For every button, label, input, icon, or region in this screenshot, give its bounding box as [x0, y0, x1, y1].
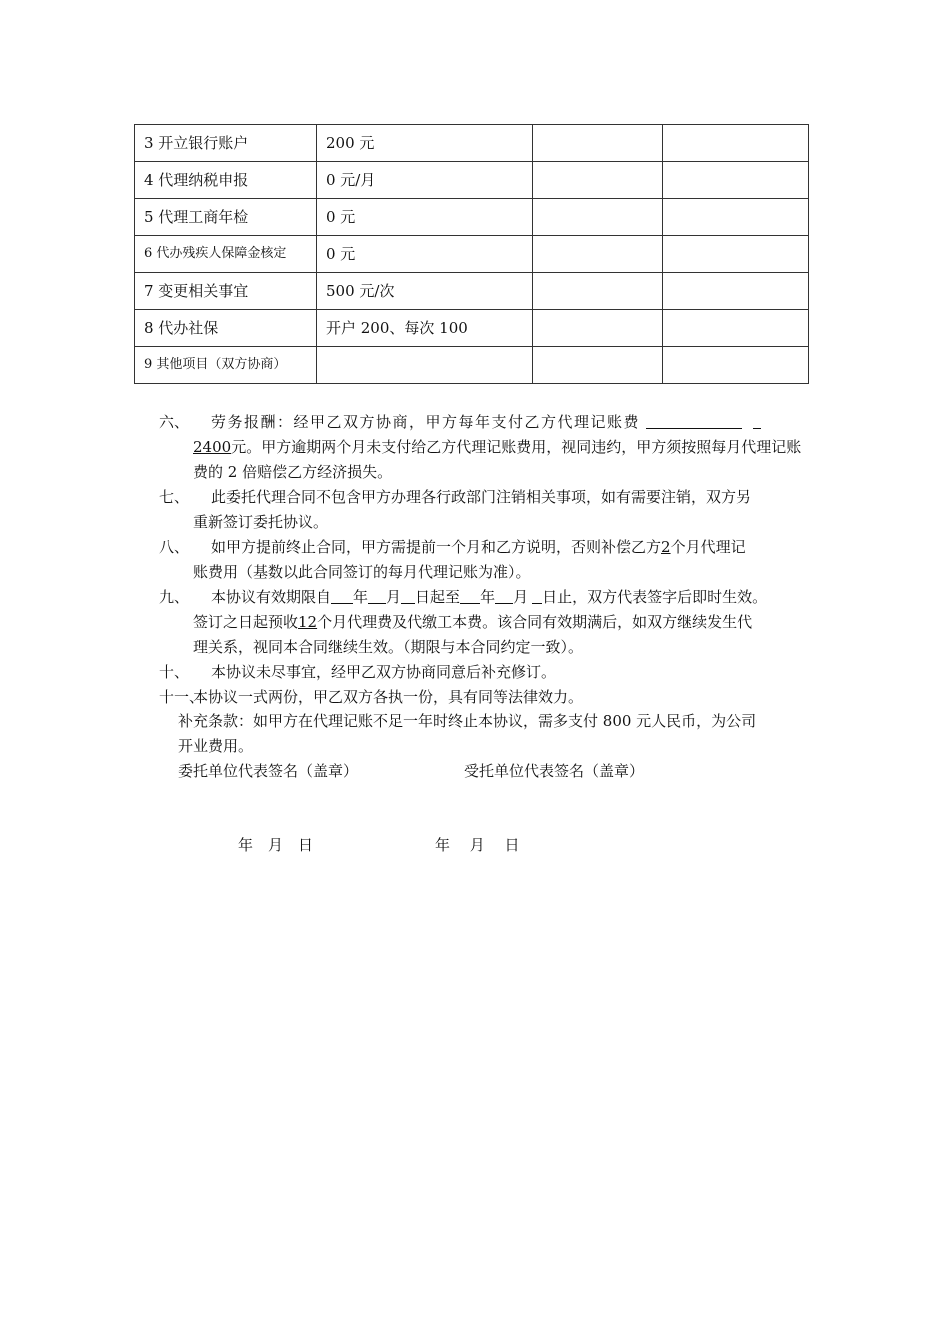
clause-text: 日止，双方代表签字后即时生效。 — [542, 588, 768, 606]
clause-number: 十、 — [159, 663, 190, 681]
supplement-line: 补充条款：如甲方在代理记账不足一年时终止本协议，需多支付 800 元人民币，为公司 — [178, 712, 757, 730]
empty-cell — [663, 310, 809, 347]
clause-text: 理关系，视同本合同继续生效。（期限与本合同约定一致）。 — [193, 638, 584, 656]
clause-text: 签订之日起预收 — [193, 613, 299, 631]
blank-line — [401, 588, 415, 604]
clause-9 — [159, 585, 809, 610]
item-cell: 4 代理纳税申报 — [135, 162, 317, 199]
clause-text: 如甲方提前终止合同，甲方需提前一个月和乙方说明，否则补偿乙方 — [211, 538, 662, 556]
empty-cell — [533, 162, 663, 199]
clause-10 — [159, 660, 809, 685]
clause-text: 个月代理记 — [670, 538, 746, 556]
clause-number: 六、 — [159, 413, 190, 431]
clause-text: 账费用（基数以此合同签订的每月代理记账为准）。 — [193, 563, 531, 581]
clause-number: 九、 — [159, 588, 190, 606]
empty-cell — [663, 347, 809, 384]
fee-cell: 500 元/次 — [317, 273, 533, 310]
fee-table — [134, 124, 809, 384]
clause-text: 月 — [386, 588, 402, 606]
clause-8 — [159, 535, 809, 560]
empty-cell — [533, 125, 663, 162]
blank-line — [753, 413, 761, 429]
table-row — [135, 347, 809, 384]
fee-cell — [317, 347, 533, 384]
fee-cell: 200 元 — [317, 125, 533, 162]
empty-cell — [663, 236, 809, 273]
item-cell: 8 代办社保 — [135, 310, 317, 347]
empty-cell — [663, 199, 809, 236]
table-row — [135, 236, 809, 273]
clause-text: 本协议未尽事宜，经甲乙双方协商同意后补充修订。 — [211, 663, 557, 681]
fee-cell: 0 元/月 — [317, 162, 533, 199]
item-cell: 6 代办残疾人保障金核定 — [135, 236, 317, 273]
clause-text: 日起至 — [415, 588, 461, 606]
clause-number: 十一、 — [159, 688, 205, 706]
clause-text: 本协议有效期限自 — [211, 588, 332, 606]
clauses — [159, 410, 809, 710]
clause-text: 年 — [353, 588, 369, 606]
empty-cell — [533, 310, 663, 347]
item-cell: 9 其他项目（双方协商） — [135, 347, 317, 384]
clause-text: 本协议一式两份，甲乙双方各执一份，具有同等法律效力。 — [193, 688, 584, 706]
item-cell: 7 变更相关事宜 — [135, 273, 317, 310]
blank-line — [368, 588, 386, 604]
table-row — [135, 125, 809, 162]
item-cell: 3 开立银行账户 — [135, 125, 317, 162]
blank-line — [646, 413, 742, 429]
empty-cell — [663, 162, 809, 199]
clause-text: 劳务报酬：经甲乙双方协商，甲方每年支付乙方代理记账费 — [211, 413, 641, 431]
annual-fee-amount: 2400 — [193, 438, 232, 456]
empty-cell — [533, 236, 663, 273]
blank-line — [532, 588, 542, 604]
clause-text: 年 — [480, 588, 496, 606]
clause-11 — [159, 685, 809, 710]
clause-6 — [159, 410, 809, 435]
compensation-months: 2 — [661, 538, 671, 556]
table-row — [135, 310, 809, 347]
clause-text: 元。甲方逾期两个月未支付给乙方代理记账费用，视同违约，甲方须按照每月代理记账费的 2 倍赔偿乙方经济损失。 — [193, 438, 802, 481]
fee-cell: 0 元 — [317, 236, 533, 273]
clause-number: 八、 — [159, 538, 190, 556]
supplement-line: 开业费用。 — [178, 737, 254, 755]
prepaid-months: 12 — [298, 613, 318, 631]
item-cell: 5 代理工商年检 — [135, 199, 317, 236]
fee-cell: 0 元 — [317, 199, 533, 236]
blank-line — [495, 588, 513, 604]
clause-text: 此委托代理合同不包含甲方办理各行政部门注销相关事项，如有需要注销，双方另 — [211, 488, 752, 506]
clause-number: 七、 — [159, 488, 190, 506]
agent-signature-label: 受托单位代表签名（盖章） — [464, 762, 645, 780]
clause-text: 月 — [513, 588, 529, 606]
agent-date: 年 月 日 — [435, 836, 520, 854]
empty-cell — [533, 199, 663, 236]
clause-text: 个月代理费及代缴工本费。该合同有效期满后，如双方继续发生代 — [317, 613, 753, 631]
empty-cell — [533, 347, 663, 384]
principal-signature-label: 委托单位代表签名（盖章） — [178, 762, 359, 780]
fee-cell: 开户 200、每次 100 — [317, 310, 533, 347]
supplementary-terms — [178, 709, 810, 759]
empty-cell — [663, 125, 809, 162]
clause-text: 重新签订委托协议。 — [193, 513, 329, 531]
table-row — [135, 273, 809, 310]
blank-line — [460, 588, 480, 604]
table-row — [135, 162, 809, 199]
principal-date: 年 月 日 — [238, 836, 314, 854]
blank-line — [331, 588, 353, 604]
empty-cell — [533, 273, 663, 310]
table-row — [135, 199, 809, 236]
clause-7 — [159, 485, 809, 510]
empty-cell — [663, 273, 809, 310]
